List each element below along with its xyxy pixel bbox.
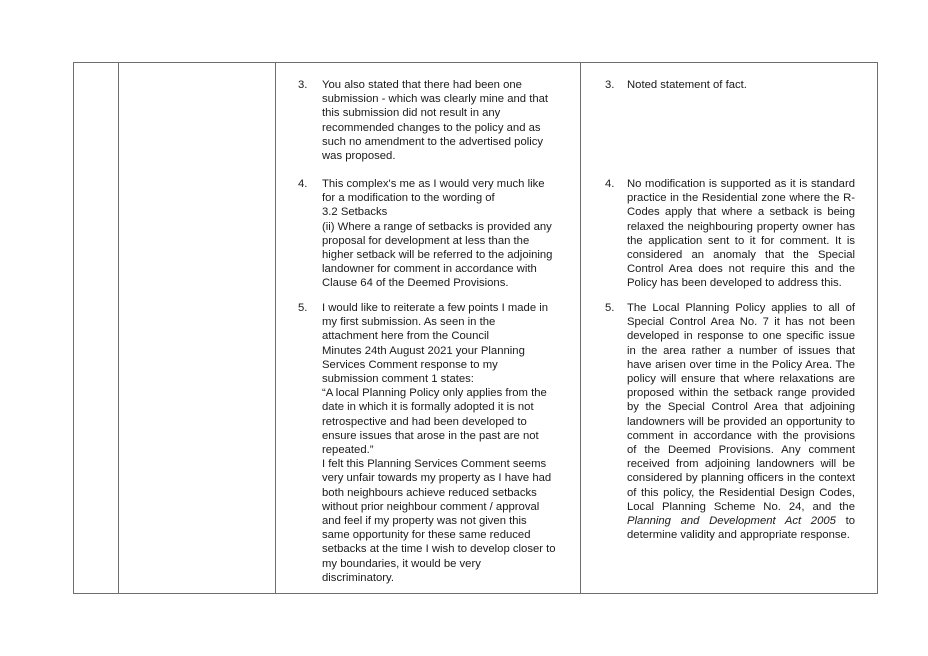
submission-item-4: [298, 177, 581, 291]
table-column-blank-2: [119, 63, 276, 593]
act-title: Planning and Development Act 2005: [627, 515, 836, 528]
response-item-3: [605, 78, 855, 92]
submission-text: This complex's me as I would very much like for a modification to the wording of 3.2 Setbacks (ii) Where a range of setbacks is provided any proposal for development at less than the higher setback will be referred to the adjoining landowner for comment in accordance with Clause 64 of the Deemed Provisions.: [322, 178, 553, 290]
submission-text: I would like to reiterate a few points I made in my first submission. As seen in the attachment here from the Council Minutes 24th August 2021 your Planning Services Comment response to my submission comment 1 states: “A local Planning Policy only applies from the date in which it is formally adopted it is not retrospective and had been developed to ensure issues that arose in the past are not repeated.” I felt this Planning Services Comment seems very unfair towards my property as I have had both neighbours achieve reduced setbacks without prior neighbour comment / approval and feel if my property was not given this same opportunity for these same reduced setbacks at the time I wish to develop closer to my boundaries, it would be very discriminatory.: [322, 302, 556, 584]
response-number: 5.: [605, 302, 615, 314]
submission-item-3: [298, 78, 581, 163]
submissions-table: [73, 62, 878, 594]
submission-text: You also stated that there had been one submission - which was clearly mine and that this submission did not result in any recommended changes to the policy and as such no amendment to the advertised policy was proposed.: [322, 79, 549, 163]
submission-number: 3.: [298, 79, 308, 91]
response-number: 4.: [605, 178, 615, 190]
response-text: No modification is supported as it is standard practice in the Residential zone where the R-Codes apply that where a setback is being relaxed the neighbouring property owner has the application sent to it for comment. It is considered an anomaly that the Special Control Area does not require this and the Policy has been developed to address this.: [627, 178, 855, 290]
submission-number: 5.: [298, 302, 308, 314]
response-text: Noted statement of fact.: [627, 79, 747, 91]
response-column: [581, 63, 877, 593]
submission-column: [276, 63, 581, 593]
response-item-5: [605, 301, 855, 542]
table-column-blank-1: [74, 63, 119, 593]
response-number: 3.: [605, 79, 615, 91]
response-text: The Local Planning Policy applies to all of Special Control Area No. 7 it has not been developed in response to one specific issue in the area rather a number of issues that have arisen over time in the Policy Area. The policy will ensure that where relaxations are proposed within the setback range provided by the Special Control Area that adjoining landowners will be provided an opportunity to comment in accordance with the provisions of the Deemed Provisions. Any comment received from adjoining landowners will be considered by planning officers in the context of this policy, the Residential Design Codes, Local Planning Scheme No. 24, and the Planning and Development Act 2005 to determine validity and appropriate response.: [627, 302, 856, 542]
submission-number: 4.: [298, 178, 308, 190]
submission-item-5: [298, 301, 581, 585]
response-item-4: [605, 177, 855, 291]
